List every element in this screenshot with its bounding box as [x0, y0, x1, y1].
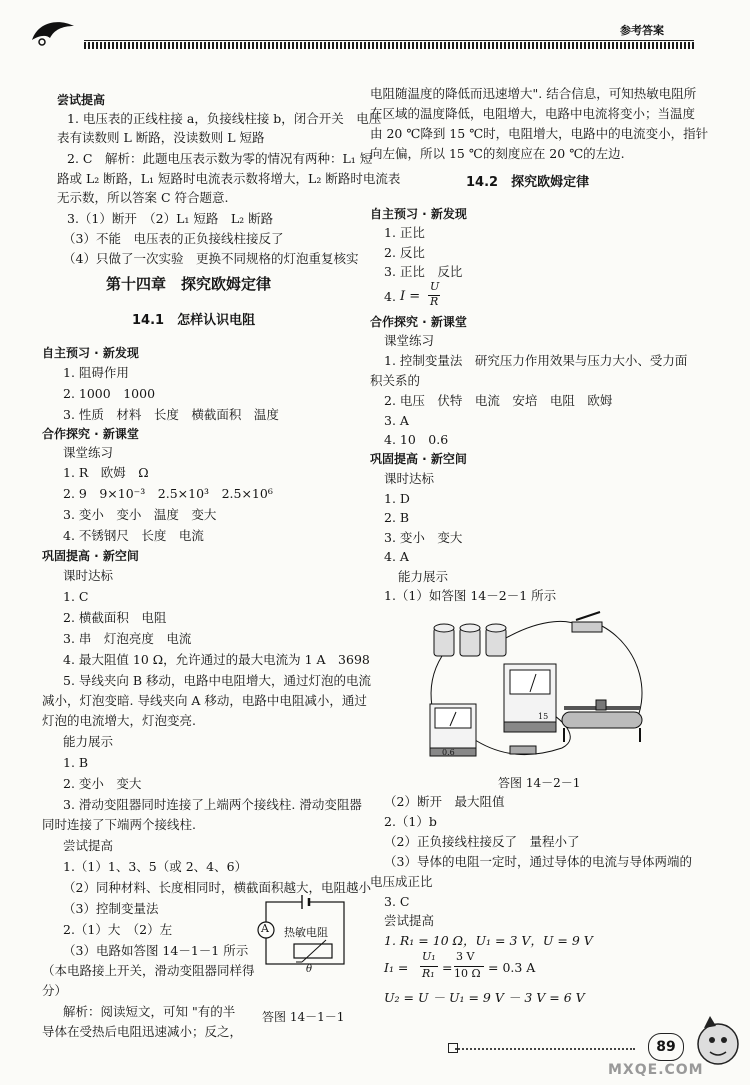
subheading-try: 尝试提高	[63, 838, 114, 853]
section-title-14-2: 14.2 探究欧姆定律	[466, 175, 590, 190]
answer-line: 向左偏，所以 15 ℃的刻度应在 20 ℃的左边.	[370, 146, 625, 161]
figure-14-1-1	[254, 890, 354, 990]
answer-line: （2）断开 最大阻值	[384, 794, 505, 809]
figure-caption-14-2-1: 答图 14－2－1	[498, 776, 581, 790]
heading-cooperate: 合作探究 · 新课堂	[42, 427, 139, 441]
answer-line: 无示数，所以答案 C 符合题意.	[57, 190, 229, 205]
answer-line: 2. 1000 1000	[63, 386, 156, 401]
answer-line: （3）电路如答图 14－1－1 所示	[63, 943, 249, 958]
answer-line: 2.（1）b	[384, 814, 437, 829]
answer-line: 积关系的	[370, 373, 421, 388]
answer-line: 表有读数则 L 断路，没读数则 L 短路	[57, 130, 265, 145]
formula-numerator-2: 3 V	[456, 950, 475, 963]
answer-line: 2. 横截面积 电阻	[63, 610, 167, 625]
answer-line: 减小，灯泡变暗. 导线夹向 A 移动，电路中电阻减小，通过	[42, 693, 367, 708]
answer-line: 4. 10 0.6	[384, 432, 449, 447]
answer-line: 1. 阻碍作用	[63, 365, 129, 380]
heading-try-improve: 尝试提高	[57, 93, 106, 107]
switch-icon	[572, 612, 602, 632]
resistor-icon	[510, 746, 536, 754]
voltmeter-icon	[504, 664, 556, 732]
ammeter-scale: 0.6	[442, 748, 455, 757]
subheading-ability: 能力展示	[63, 734, 114, 749]
answer-line: 1. R₁ = 10 Ω，U₁ = 3 V，U = 9 V	[384, 933, 593, 948]
heading-preview: 自主预习 · 新发现	[42, 346, 139, 360]
answer-line: 1.（1）如答图 14－2－1 所示	[384, 588, 557, 603]
watermark: MXQE.COM	[608, 1062, 704, 1078]
subheading-ability-2: 能力展示	[398, 569, 449, 584]
answer-line: 2. 反比	[384, 245, 425, 260]
heading-preview-2: 自主预习 · 新发现	[370, 207, 467, 221]
heading-cooperate-2: 合作探究 · 新课堂	[370, 315, 467, 329]
chapter-title: 第十四章 探究欧姆定律	[106, 275, 272, 293]
formula-voltage: U₂ = U － U₁ = 9 V － 3 V = 6 V	[384, 990, 585, 1005]
ammeter-label: A	[261, 922, 269, 935]
figure-caption-14-1-1: 答图 14－1－1	[262, 1010, 345, 1024]
answer-line: 1. 电压表的正线柱接 a，负接线柱接 b，闭合开关 电压	[67, 111, 382, 126]
answer-line: 4. 最大阻值 10 Ω，允许通过的最大电流为 1 A 3698	[63, 652, 370, 667]
answer-line: 2. 变小 变大	[63, 776, 142, 791]
subheading-try-2: 尝试提高	[384, 913, 435, 928]
page-number: 89	[648, 1033, 684, 1061]
header-label: 参考答案	[620, 24, 664, 37]
answer-line: （2）同种材料、长度相同时，横截面积越大，电阻越小	[63, 880, 371, 895]
formula-numerator: U	[430, 280, 440, 293]
answer-line: 5. 导线夹向 B 移动，电路中电阻增大，通过灯泡的电流	[63, 673, 372, 688]
answer-line: 在区域的温度降低，电阻增大，电路中电流将变小；当温度	[370, 106, 696, 121]
answer-line: 4. A	[384, 549, 409, 564]
answer-line: 1. 正比	[384, 225, 425, 240]
subheading-class-practice: 课堂练习	[63, 445, 114, 460]
answer-line: 导体在受热后电阻迅速减小；反之，	[42, 1024, 243, 1039]
formula-denominator: R₁	[422, 967, 435, 980]
formula-numerator: U₁	[422, 950, 436, 963]
answer-line: 1. C	[63, 589, 89, 604]
answer-line: 1.（1）1、3、5（或 2、4、6）	[63, 859, 248, 874]
thermistor-label: 热敏电阻	[284, 926, 328, 939]
formula-result: = 0.3 A	[488, 960, 536, 975]
answer-line: 路或 L₂ 断路，L₁ 短路时电流表示数将增大，L₂ 断路时电流表	[57, 171, 401, 186]
answer-line: 灯泡的电流增大，灯泡变亮.	[42, 713, 196, 728]
heading-consolidate-2: 巩固提高 · 新空间	[370, 452, 467, 466]
answer-line: 2. C 解析：此题电压表示数为零的情况有两种：L₁ 短	[67, 151, 373, 166]
answer-line: 4. 不锈钢尺 长度 电流	[63, 528, 204, 543]
header-hatch	[84, 42, 694, 49]
answer-line: 3.（1）断开 （2）L₁ 短路 L₂ 断路	[67, 211, 274, 226]
formula-lhs: I =	[400, 289, 421, 304]
answer-line: 3. 正比 反比	[384, 264, 463, 279]
answer-line: 由 20 ℃降到 15 ℃时，电阻增大，电路中的电流变小，指针	[370, 126, 709, 141]
answer-line: 4.	[384, 289, 396, 304]
answer-line: 同时连接了下端两个接线柱.	[42, 817, 196, 832]
theta-label: θ	[306, 964, 313, 975]
answer-line: 3. A	[384, 413, 409, 428]
answer-line: 2. B	[384, 510, 410, 525]
rheostat-icon	[562, 700, 642, 742]
answer-line: 1. D	[384, 491, 410, 506]
answer-line: 3. 变小 变大	[384, 530, 463, 545]
formula-lhs: I₁ =	[384, 960, 409, 975]
answer-line: 3. 串 灯泡亮度 电流	[63, 631, 192, 646]
voltmeter-scale: 15	[538, 712, 549, 721]
footer-dotted-rule	[455, 1048, 635, 1050]
answer-line: 2.（1）大 （2）左	[63, 922, 173, 937]
heading-consolidate: 巩固提高 · 新空间	[42, 549, 139, 563]
answer-line: 2. 9 9×10⁻³ 2.5×10³ 2.5×10⁶	[63, 486, 273, 501]
publisher-logo	[28, 14, 78, 54]
subheading-lesson-goal-2: 课时达标	[384, 471, 435, 486]
answer-line: 1. R 欧姆 Ω	[63, 465, 149, 480]
answer-line: 3. 性质 材料 长度 横截面积 温度	[63, 407, 279, 422]
answer-line: （3）导体的电阻一定时，通过导体的电流与导体两端的	[384, 854, 692, 869]
answer-line: （3）不能 电压表的正负接线柱接反了	[63, 231, 284, 246]
section-title-14-1: 14.1 怎样认识电阻	[132, 313, 256, 328]
subheading-lesson-goal: 课时达标	[63, 568, 114, 583]
figure-14-2-1	[412, 608, 660, 768]
answer-line: 2. 电压 伏特 电流 安培 电阻 欧姆	[384, 393, 613, 408]
answer-line: 3. C	[384, 894, 410, 909]
formula-current	[384, 950, 544, 986]
equals-sign: =	[442, 960, 453, 975]
answer-line: 电阻随温度的降低而迅速增大". 结合信息，可知热敏电阻所	[370, 86, 697, 101]
formula-denominator-2: 10 Ω	[454, 967, 481, 980]
subheading-class-practice-2: 课堂练习	[384, 333, 435, 348]
answer-line: 电压成正比	[370, 874, 433, 889]
answer-line: 3. 滑动变阻器同时连接了上端两个接线柱. 滑动变阻器	[63, 797, 362, 812]
footer-marker	[448, 1043, 458, 1053]
answer-line: 1. 控制变量法 研究压力作用效果与压力大小、受力面	[384, 353, 688, 368]
answer-line: 解析：阅读短文，可知 "有的半	[63, 1004, 236, 1019]
header-rule	[84, 40, 694, 41]
answer-line: （4）只做了一次实验 更换不同规格的灯泡重复核实	[63, 251, 359, 266]
answer-line: （3）控制变量法	[63, 901, 159, 916]
answer-line: 1. B	[63, 755, 89, 770]
answer-line: （2）正负接线柱接反了 量程小了	[384, 834, 580, 849]
answer-line: （本电路接上开关，滑动变阻器同样得	[42, 963, 255, 978]
answer-line: 分）	[42, 983, 68, 998]
battery-icon	[434, 624, 506, 656]
answer-line: 3. 变小 变小 温度 变大	[63, 507, 217, 522]
formula-denominator: R	[430, 295, 439, 308]
